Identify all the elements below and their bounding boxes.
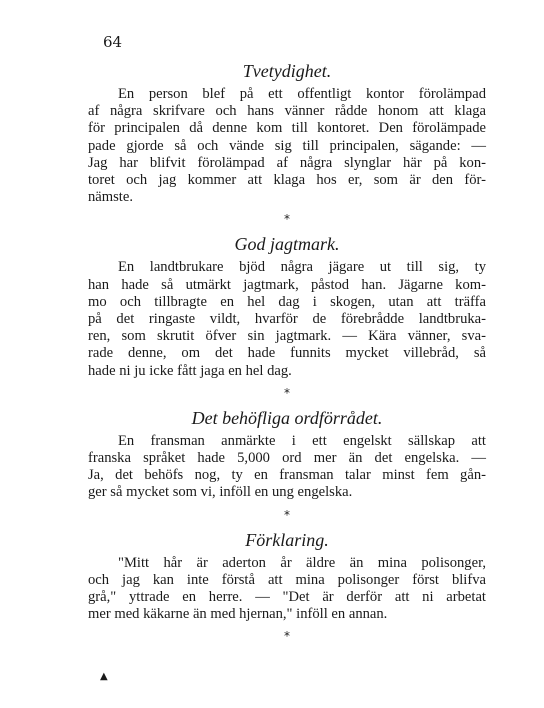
- text-line: mo och tillbragte en hel dag i skogen, utan att träffa: [88, 293, 486, 310]
- text-line: hade ni ju icke fått jaga en hel dag.: [88, 362, 292, 379]
- text-line: rade denne, om det hade funnits mycket villebråd, så: [88, 345, 486, 362]
- text-line: En person blef på ett offentligt kontor förolämpad: [118, 86, 486, 102]
- text-line: han hade så utmärkt jagtmark, påstod han. Jägarne kom-: [88, 276, 486, 293]
- story-title: Förklaring.: [245, 529, 329, 550]
- text-line: ren, som skrutit öfver sin jagtmark. — Kära vänner, sva-: [88, 328, 486, 345]
- story-title: God jagtmark.: [234, 234, 340, 255]
- text-line: grå," yttrade en herre. — "Det är derför att ni arbetat: [88, 589, 486, 606]
- text-line: Ja, det behöfs nog, ty en fransman talar minst fem gån-: [88, 467, 486, 484]
- text-line: för principalen då denne kom till kontoret. Den förolämpade: [88, 120, 486, 137]
- text-line: En fransman anmärkte i ett engelskt sällskap att: [118, 432, 486, 449]
- page-number: 64: [103, 33, 123, 51]
- story-body: [88, 433, 486, 502]
- text-line: Jag har blifvit förolämpad af några slynglar här på kon-: [88, 154, 486, 171]
- text-line: ger så mycket som vi, inföll en ung engelska.: [88, 484, 353, 501]
- story: [88, 60, 486, 206]
- text-line: nämste.: [88, 189, 133, 206]
- section-separator: *: [284, 629, 290, 644]
- text-line: franska språket hade 5,000 ord mer än det engelska. —: [88, 450, 486, 467]
- text-line: mer med käkarne än med hjernan," inföll en annan.: [88, 606, 388, 623]
- story: [88, 529, 486, 624]
- story: [88, 407, 486, 502]
- text-line: En landtbrukare bjöd några jägare ut till sig, ty: [118, 259, 486, 276]
- text-line: pade gjorde så och vände sig till principalen, sägande: —: [88, 137, 486, 154]
- text-line: toret och jag kommer att klaga hos er, som är den för-: [88, 172, 486, 189]
- text-line: på det ringaste vildt, hvarför de förebrådde landtbruka-: [88, 311, 486, 328]
- text-line: och jag kan inte förstå att mina polisonger först blifva: [88, 571, 486, 588]
- story-body: [88, 555, 486, 624]
- section-separator: *: [284, 385, 290, 400]
- section-separator: *: [284, 507, 290, 522]
- story-body: [88, 86, 486, 206]
- story-body: [88, 259, 486, 379]
- text-line: "Mitt hår är aderton år äldre än mina polisonger,: [118, 554, 486, 571]
- ink-speck: ▲: [100, 671, 108, 682]
- section-separator: *: [284, 212, 290, 227]
- story-title: Det behöfliga ordförrådet.: [191, 407, 383, 428]
- text-line: af några skrifvare och hans vänner rådde honom att klaga: [88, 103, 486, 120]
- text-column: [88, 60, 486, 650]
- story-title: Tvetydighet.: [242, 61, 332, 81]
- story: [88, 233, 486, 379]
